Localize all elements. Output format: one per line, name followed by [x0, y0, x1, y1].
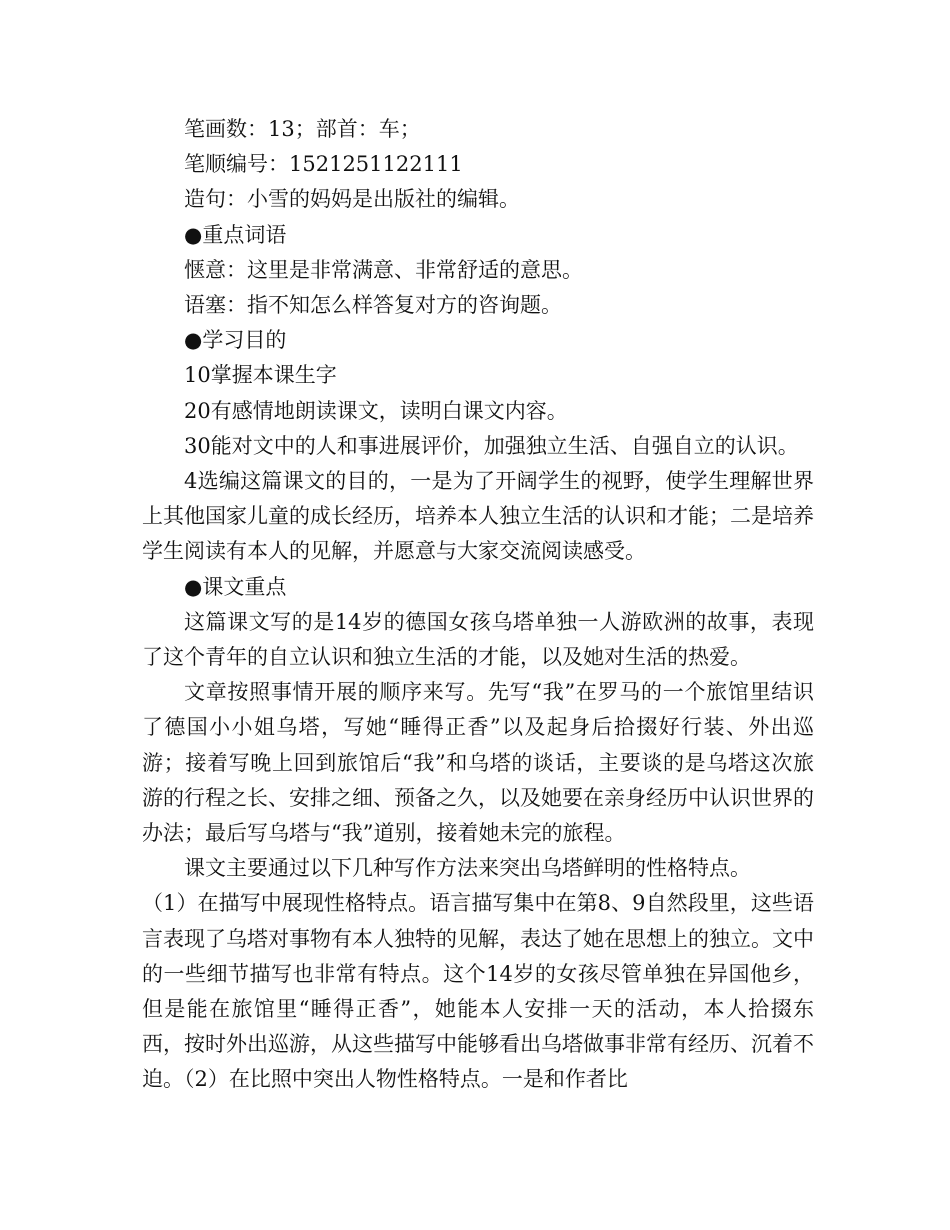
example-sentence-line: 造句：小雪的妈妈是出版社的编辑。 [184, 187, 520, 212]
body-paragraph: 这篇课文写的是14岁的德国女孩乌塔单独一人游欧洲的故事，表现了这个青年的自立认识和独立生活的才能，以及她对生活的热爱。 [142, 609, 814, 670]
goal-item-1: 10掌握本课生字 [184, 363, 337, 388]
section-heading-learning-goals: ●学习目的 [184, 328, 287, 353]
key-word-yuse: 语塞：指不知怎么样答复对方的咨询题。 [184, 293, 562, 318]
body-paragraph: 课文主要通过以下几种写作方法来突出乌塔鲜明的性格特点。 [184, 856, 751, 881]
stroke-order-line: 笔顺编号：1521251122111 [184, 152, 463, 177]
document-body [142, 112, 814, 1098]
goal-item-4: 4选编这篇课文的目的，一是为了开阔学生的视野，使学生理解世界上其他国家儿童的成长经历，培养本人独立生活的认识和才能；二是培养学生阅读有本人的见解，并愿意与大家交流阅读感受。 [142, 469, 814, 564]
section-heading-key-words: ●重点词语 [184, 222, 287, 247]
body-paragraph: 文章按照事情开展的顺序来写。先写“我”在罗马的一个旅馆里结识了德国小小姐乌塔，写她“睡得正香”以及起身后拾掇好行装、外出巡游；接着写晚上回到旅馆后“我”和乌塔的谈话，主要谈的是乌塔这次旅游的行程之长、安排之细、预备之久，以及她要在亲身经历中认识世界的办法；最后写乌塔与“我”道别，接着她未完的旅程。 [142, 680, 814, 846]
key-word-qieyi: 惬意：这里是非常满意、非常舒适的意思。 [184, 257, 583, 282]
body-paragraph: （1）在描写中展现性格特点。语言描写集中在第8、9自然段里，这些语言表现了乌塔对事物有本人独特的见解，表达了她在思想上的独立。文中的一些细节描写也非常有特点。这个14岁的女孩尽管单独在异国他乡，但是能在旅馆里“睡得正香”，她能本人安排一天的活动，本人拾掇东西，按时外出巡游，从这些描写中能够看出乌塔做事非常有经历、沉着不迫。（2）在比照中突出人物性格特点。一是和作者比 [142, 891, 814, 1092]
goal-item-3: 30能对文中的人和事进展评价，加强独立生活、自强自立的认识。 [184, 433, 799, 458]
stroke-count-line: 笔画数：13；部首：车； [184, 117, 421, 141]
section-heading-text-focus: ●课文重点 [184, 574, 287, 599]
goal-item-2: 20有感情地朗读课文，读明白课文内容。 [184, 398, 568, 423]
